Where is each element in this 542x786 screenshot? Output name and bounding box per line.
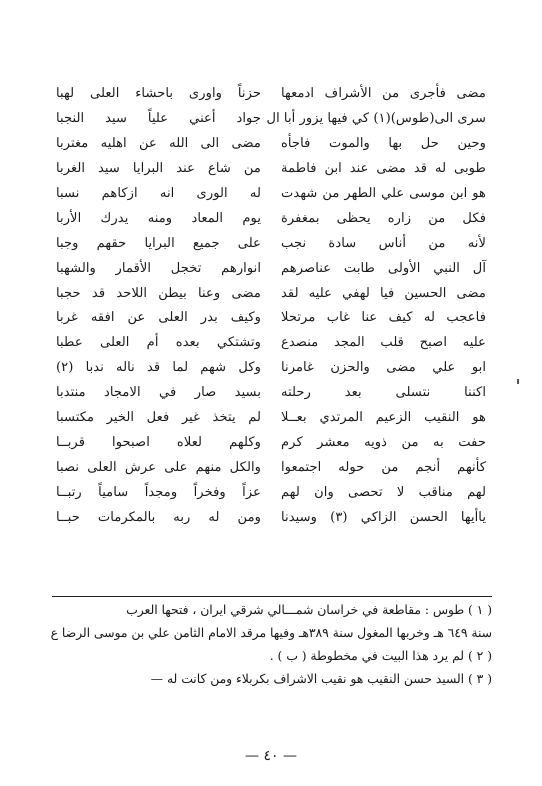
verse-first-hemistich: حفت به من ذويه معشر كرم — [281, 434, 486, 450]
poem-body — [56, 82, 486, 530]
footnotes — [52, 599, 492, 691]
verse-second-hemistich: وتشتكي بعده أم العلى عطبا — [56, 335, 261, 351]
verse-first-hemistich: فكل من زاره يحظى بمغفرة — [281, 210, 486, 226]
verse-first-hemistich: ياأيها الحسن الزاكي (٣) وسيدنا — [281, 509, 486, 525]
verse-first-hemistich: طوبى له قد مضى عند ابن فاطمة — [281, 161, 486, 177]
page-number: — ٤٠ — — [245, 748, 297, 764]
verse-line — [56, 281, 486, 306]
verse-line — [56, 480, 486, 505]
verse-line — [56, 206, 486, 231]
verse-line — [56, 157, 486, 182]
verse-first-hemistich: ابو علي مضى والحزن غامرنا — [281, 360, 486, 376]
verse-second-hemistich: وكل شهم لما قد ناله ندبا (٢) — [56, 360, 261, 376]
verse-line — [56, 455, 486, 480]
footnote-divider — [52, 596, 492, 597]
verse-first-hemistich: مضى الحسين فيا لهفي عليه لقد — [281, 285, 486, 301]
footnote-1: ( ١ ) طوس : مقاطعة في خراسان شمـــالي شرقي ايران ، فتحها العرب — [126, 603, 492, 617]
verse-first-hemistich: فاعجب له كيف عنا غاب مرتحلا — [281, 310, 486, 326]
verse-second-hemistich: مضى وعنا بيطن اللاحد قد حجبا — [56, 285, 261, 301]
verse-line — [56, 406, 486, 431]
verse-second-hemistich: ومن له ربه بالمكرمات حبــا — [56, 509, 261, 525]
verse-second-hemistich: مضى الى الله عن اهليه مغتربا — [56, 136, 261, 152]
verse-first-hemistich: وحين حل بها والموت فاجأه — [281, 136, 486, 152]
verse-second-hemistich: لم يتخذ غير فعل الخير مكتسبا — [56, 410, 261, 426]
verse-second-hemistich: له الورى انه ازكاهم نسبا — [56, 186, 261, 201]
footnote-3: ( ٣ ) السيد حسن النقيب هو نقيب الاشراف بكربلاء ومن كانت له — — [150, 672, 492, 686]
verse-line — [56, 132, 486, 157]
footnote-1-continuation: سنة ٦٤٩ هـ وخربها المغول سنة ٣٨٩هـ وفيها مرقد الامام الثامن علي بن موسى الرضا ع — [50, 626, 492, 640]
verse-line — [56, 107, 486, 132]
verse-first-hemistich: كأنهم أنجم من حوله اجتمعوا — [281, 459, 486, 475]
verse-first-hemistich: هو النقيب الزعيم المرتدي بعــلا — [281, 410, 486, 426]
verse-second-hemistich: بسيد صار في الامجاد منتدبا — [56, 385, 261, 401]
verse-first-hemistich: هو ابن موسى علي الطهر من شهدت — [281, 186, 486, 201]
verse-line — [56, 82, 486, 107]
verse-line — [56, 356, 486, 381]
verse-first-hemistich: لهم مناقب لا تحصى وان لهم — [281, 484, 486, 500]
verse-line — [56, 381, 486, 406]
verse-second-hemistich: على جميع البرايا حقهم وجبا — [56, 235, 261, 251]
verse-line — [56, 306, 486, 331]
verse-second-hemistich: جواد أعني علياً سيد النجبا — [56, 111, 261, 127]
verse-line — [56, 505, 486, 530]
verse-second-hemistich: وكلهم لعلاه اصبحوا قربــا — [56, 434, 261, 450]
verse-first-hemistich: سرى الى(طوس)(١) كي فيها يزور أبا ال — [266, 111, 486, 127]
verse-first-hemistich: مضى فأجرى من الأشراف ادمعها — [281, 86, 486, 102]
footnote-2: ( ٢ ) لم يرد هذا البيت في مخطوطة ( ب ) . — [269, 649, 492, 663]
verse-first-hemistich: لأنه من أناس سادة نجب — [281, 235, 486, 251]
verse-second-hemistich: والكل منهم على عرش العلى نصبا — [56, 459, 261, 475]
verse-line — [56, 256, 486, 281]
margin-mark — [517, 379, 519, 384]
verse-line — [56, 430, 486, 455]
verse-first-hemistich: اكننا نتسلى بعد رحلته — [281, 385, 486, 401]
verse-first-hemistich: عليه اصبح قلب المجد منصدع — [281, 335, 486, 351]
verse-second-hemistich: عزاً وفخراً ومجداً سامياً رتبــا — [56, 484, 261, 500]
verse-line — [56, 182, 486, 207]
verse-first-hemistich: آل النبي الأولى طابت عناصرهم — [281, 260, 486, 276]
verse-second-hemistich: وكيف بدر العلى عن افقه غربا — [56, 310, 261, 326]
verse-second-hemistich: انوارهم تخجل الأقمار والشهبا — [56, 260, 261, 276]
verse-line — [56, 231, 486, 256]
verse-second-hemistich: يوم المعاد ومنه يدرك الأربا — [56, 210, 261, 226]
verse-second-hemistich: من شاع عند البرايا سيد الغربا — [56, 161, 261, 177]
verse-line — [56, 331, 486, 356]
verse-second-hemistich: حزناً واورى باحشاء العلى لهبا — [56, 86, 261, 102]
